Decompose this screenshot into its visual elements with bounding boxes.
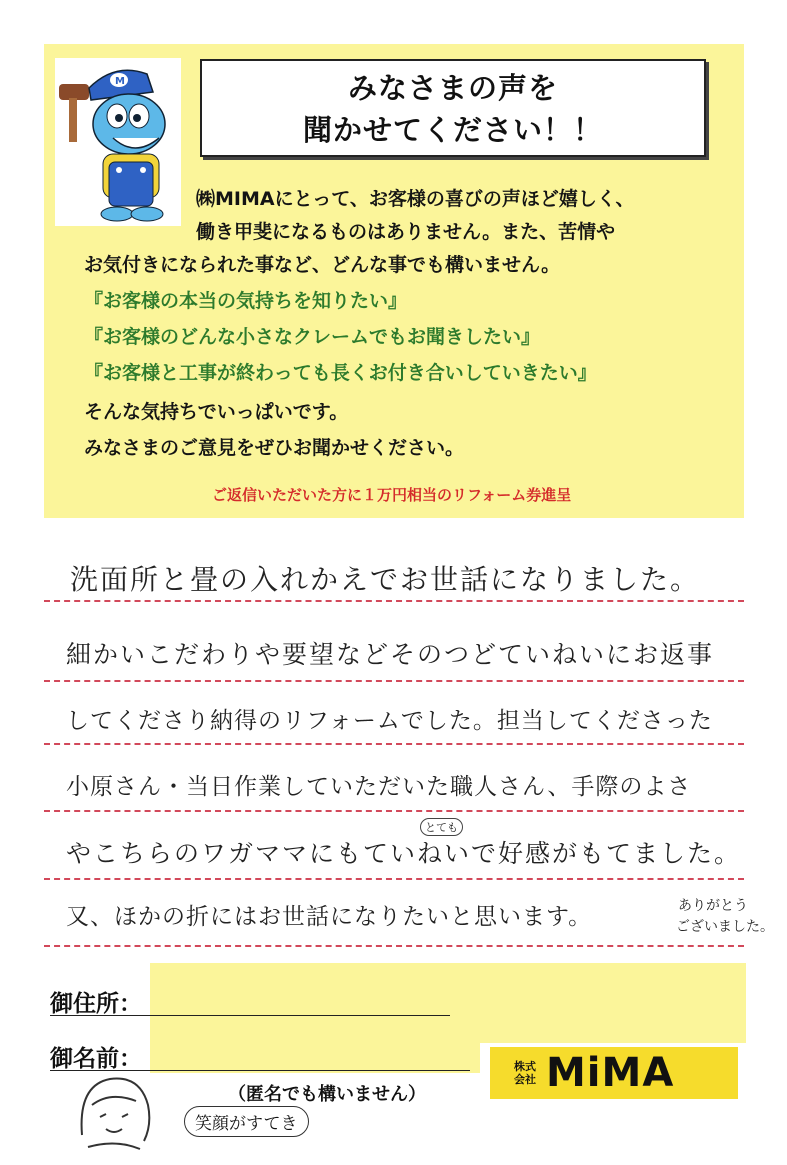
anonymous-note: （匿名でも構いません） (228, 1084, 426, 1105)
wish-line: 『お客様の本当の気持ちを知りたい』 (84, 290, 408, 312)
comment-line: 又、ほかの折にはお世話になりたいと思います。 (66, 904, 593, 930)
company-logo (490, 1047, 738, 1099)
face-doodle (70, 1065, 180, 1159)
logo-brand: MiMA (546, 1050, 675, 1096)
comment-line: 小原さん・当日作業していただいた職人さん、手際のよさ (66, 774, 692, 800)
comment-line: やこちらのワガママにもていねいで好感がもてました。 (66, 839, 742, 868)
gift-note: ご返信いただいた方に１万円相当のリフォーム券進呈 (212, 486, 572, 504)
intro-line: お気付きになられた事など、どんな事でも構いません。 (84, 254, 561, 276)
mascot-illustration (55, 58, 181, 226)
wish-line: 『お客様のどんな小さなクレームでもお聞きしたい』 (84, 326, 541, 348)
writing-line (44, 945, 744, 947)
wish-line: 『お客様と工事が終わっても長くお付き合いしていきたい』 (84, 362, 597, 384)
comment-line: 洗面所と畳の入れかえでお世話になりました。 (70, 563, 701, 596)
closing-line: そんな気持ちでいっぱいです。 (84, 401, 349, 423)
intro-line: 働き甲斐になるものはありません。また、苦情や (196, 221, 616, 243)
title-line-2: 聞かせてください！！ (302, 113, 603, 147)
intro-line: ㈱MIMAにとって、お客様の喜びの声ほど嬉しく、 (196, 188, 635, 210)
insert-note: とても (420, 818, 463, 836)
writing-line (44, 810, 744, 812)
writing-line (44, 680, 744, 682)
writing-line (44, 743, 744, 745)
name-label: 御名前： (50, 1046, 142, 1072)
thanks-note: ございました。 (676, 919, 774, 935)
title-line-1: みなさまの声を (347, 71, 558, 105)
svg-text:M: M (115, 76, 125, 87)
writing-line (44, 878, 744, 880)
name-field[interactable] (150, 1043, 480, 1073)
address-field[interactable] (150, 963, 746, 1043)
address-label: 御住所： (50, 991, 142, 1017)
closing-line: みなさまのご意見をぜひお聞かせください。 (84, 437, 465, 459)
comment-line: 細かいこだわりや要望などそのつどていねいにお返事 (66, 640, 715, 669)
comment-line: してくださり納得のリフォームでした。担当してくださった (66, 708, 713, 734)
logo-small-text: 株式会社 (514, 1060, 536, 1086)
doodle-caption: 笑顔がすてき (184, 1106, 309, 1137)
address-underline (50, 1015, 450, 1016)
thanks-note: ありがとう (678, 898, 748, 914)
writing-line (44, 600, 744, 602)
page-title (200, 59, 706, 157)
